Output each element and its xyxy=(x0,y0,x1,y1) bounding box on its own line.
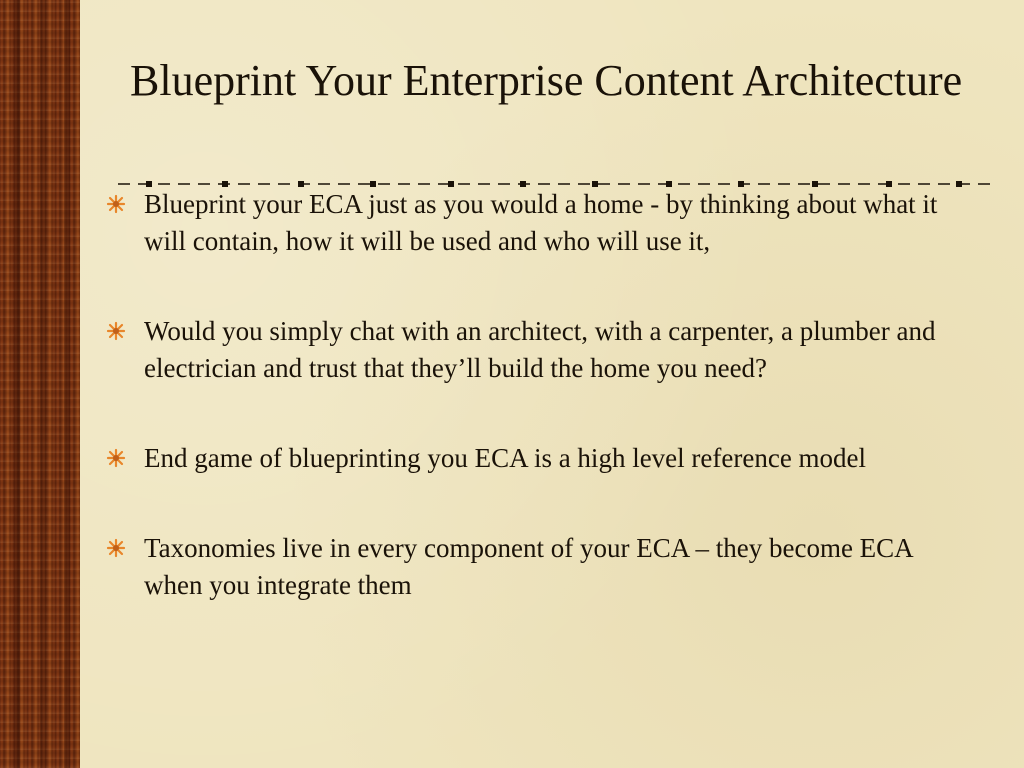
bullet-list xyxy=(100,186,980,604)
starburst-bullet-icon xyxy=(106,448,126,468)
bullet-item xyxy=(100,186,954,260)
decorative-left-band xyxy=(0,0,80,768)
slide-title: Blueprint Your Enterprise Content Architecture xyxy=(130,56,963,105)
bullet-item xyxy=(100,313,954,387)
bullet-item xyxy=(100,440,954,477)
bullet-text: Taxonomies live in every component of your ECA – they become ECA when you integrate them xyxy=(144,533,913,600)
bullet-text: Would you simply chat with an architect, with a carpenter, a plumber and electrician and trust that they’ll build the home you need? xyxy=(144,316,936,383)
bullet-text: End game of blueprinting you ECA is a high level reference model xyxy=(144,443,867,473)
starburst-bullet-icon xyxy=(106,321,126,341)
starburst-bullet-icon xyxy=(106,538,126,558)
bullet-item xyxy=(100,530,954,604)
bullet-text: Blueprint your ECA just as you would a home - by thinking about what it will contain, how it will be used and who will use it, xyxy=(144,189,938,256)
starburst-bullet-icon xyxy=(106,194,126,214)
